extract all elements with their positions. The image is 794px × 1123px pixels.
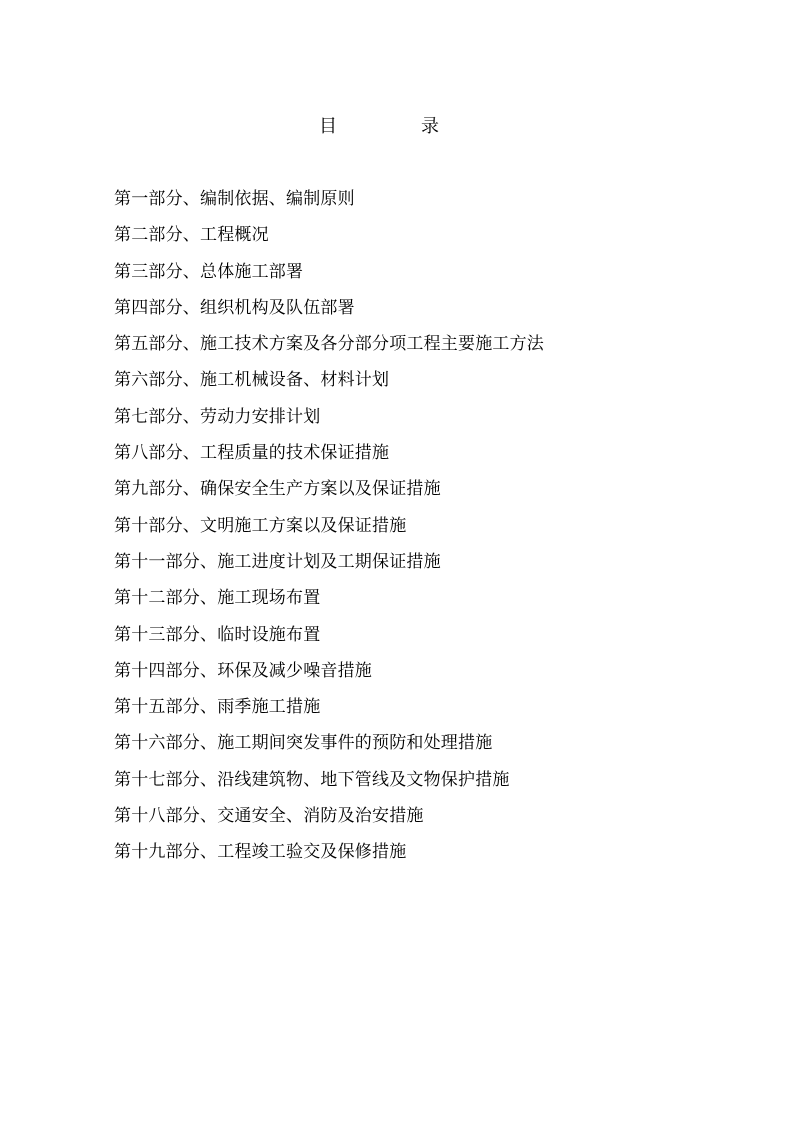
toc-item-15: 第十五部分、雨季施工措施 bbox=[114, 697, 321, 718]
toc-item-6: 第六部分、施工机械设备、材料计划 bbox=[114, 370, 390, 391]
toc-item-13: 第十三部分、临时设施布置 bbox=[114, 624, 321, 645]
toc-item-4: 第四部分、组织机构及队伍部署 bbox=[114, 297, 355, 318]
page-title bbox=[0, 114, 794, 140]
toc-item-10: 第十部分、文明施工方案以及保证措施 bbox=[114, 515, 407, 536]
toc-item-7: 第七部分、劳动力安排计划 bbox=[114, 406, 321, 427]
toc-item-16: 第十六部分、施工期间突发事件的预防和处理措施 bbox=[114, 733, 493, 754]
toc-item-17: 第十七部分、沿线建筑物、地下管线及文物保护措施 bbox=[114, 769, 510, 790]
toc-item-14: 第十四部分、环保及减少噪音措施 bbox=[114, 660, 372, 681]
toc-item-3: 第三部分、总体施工部署 bbox=[114, 261, 304, 282]
table-of-contents bbox=[114, 186, 544, 876]
toc-item-5: 第五部分、施工技术方案及各分部分项工程主要施工方法 bbox=[114, 334, 544, 355]
toc-item-11: 第十一部分、施工进度计划及工期保证措施 bbox=[114, 551, 441, 572]
title-char-mu: 目 bbox=[319, 116, 337, 137]
toc-item-12: 第十二部分、施工现场布置 bbox=[114, 588, 321, 609]
toc-item-1: 第一部分、编制依据、编制原则 bbox=[114, 189, 355, 209]
toc-item-19: 第十九部分、工程竣工验交及保修措施 bbox=[114, 842, 407, 863]
title-char-lu: 录 bbox=[421, 116, 439, 137]
toc-item-8: 第八部分、工程质量的技术保证措施 bbox=[114, 443, 390, 464]
toc-item-9: 第九部分、确保安全生产方案以及保证措施 bbox=[114, 479, 441, 500]
toc-item-18: 第十八部分、交通安全、消防及治安措施 bbox=[114, 806, 424, 827]
toc-item-2: 第二部分、工程概况 bbox=[114, 225, 269, 246]
